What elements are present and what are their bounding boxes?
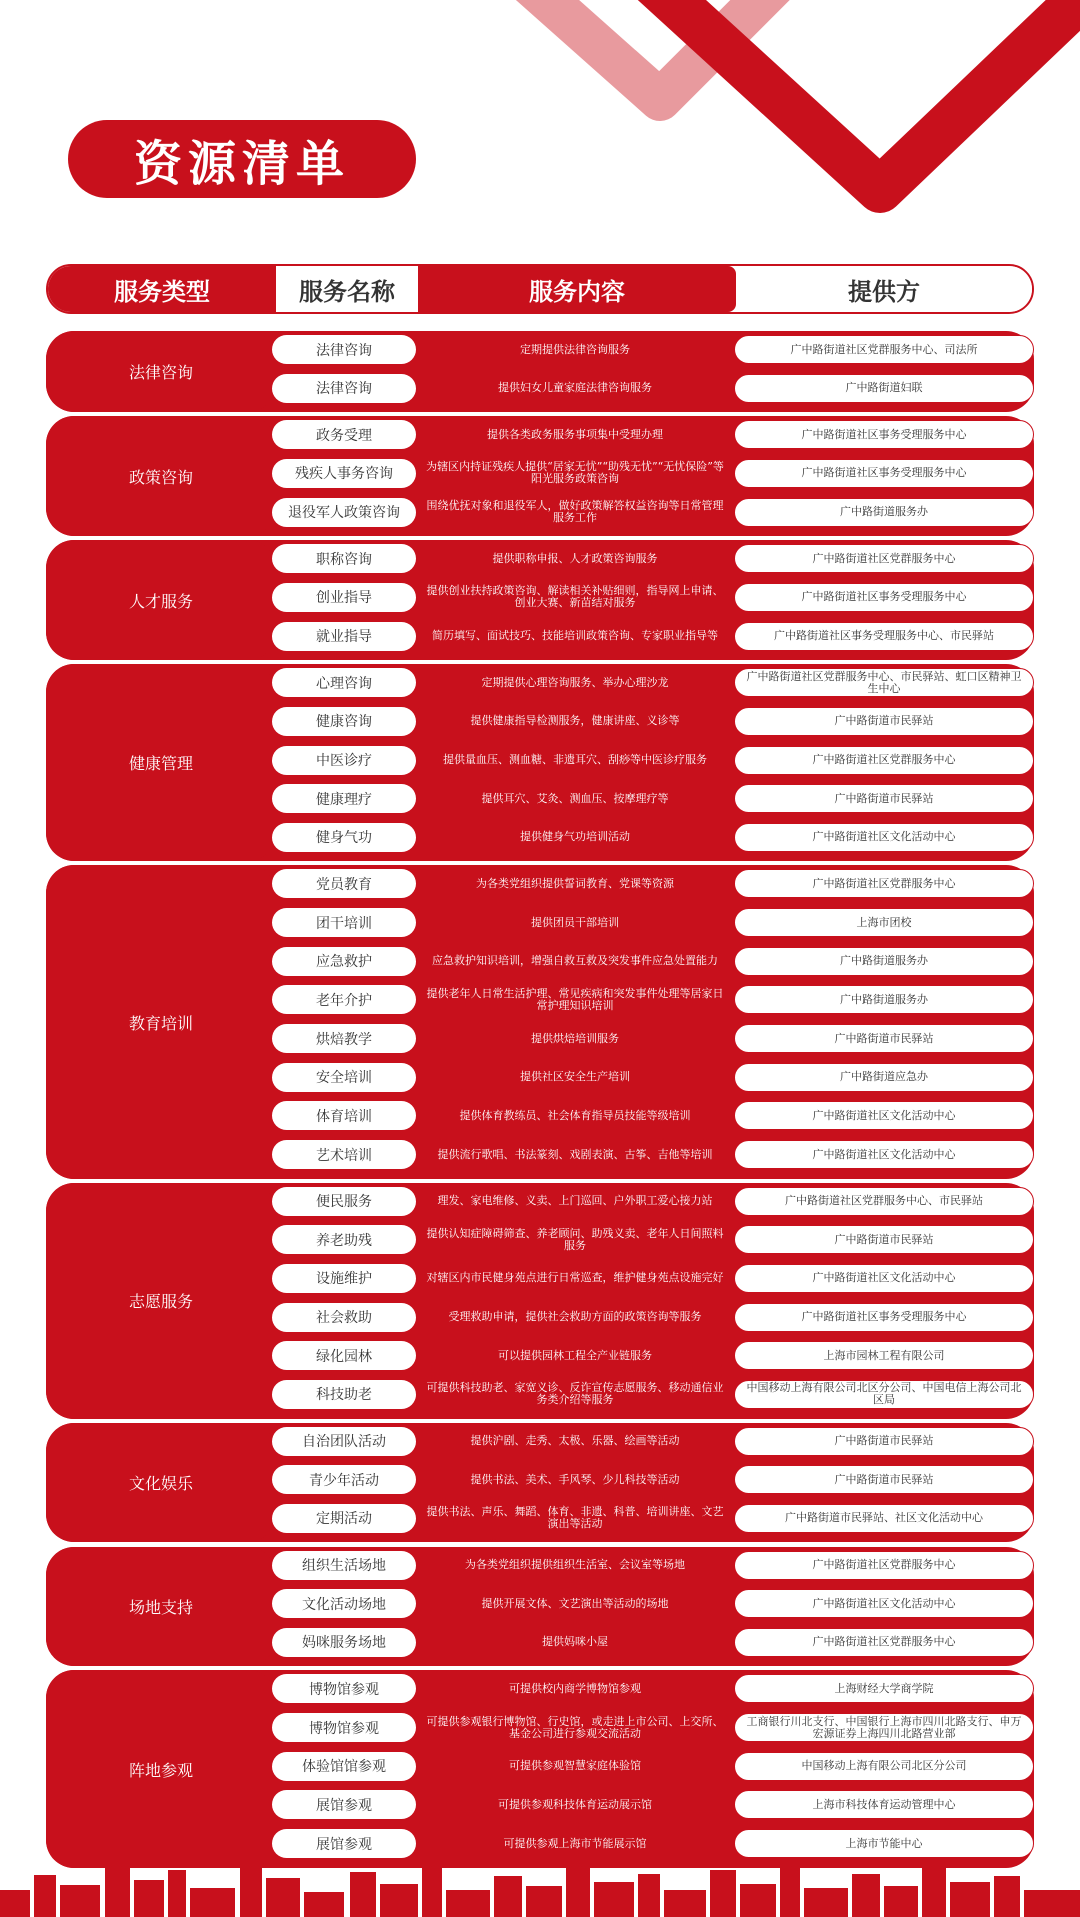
- service-content: 提供老年人日常生活护理、常见疾病和突发事件处理等居家日常护理知识培训: [416, 985, 734, 1014]
- service-provider: 广中路街道市民驿站: [734, 1024, 1034, 1053]
- service-name: 烘焙教学: [272, 1024, 416, 1053]
- service-provider: 广中路街道市民驿站、社区文化活动中心: [734, 1504, 1034, 1533]
- service-name: 就业指导: [272, 622, 416, 651]
- service-content: 提供体育教练员、社会体育指导员技能等级培训: [416, 1101, 734, 1130]
- service-provider: 广中路街道社区党群服务中心: [734, 544, 1034, 573]
- group-label: 阵地参观: [46, 1670, 276, 1867]
- service-name: 青少年活动: [272, 1465, 416, 1494]
- service-content: 可提供校内商学博物馆参观: [416, 1674, 734, 1703]
- service-name: 心理咨询: [272, 668, 416, 697]
- group-label: 政策咨询: [46, 416, 276, 536]
- service-provider: 广中路街道社区党群服务中心、司法所: [734, 335, 1034, 364]
- service-provider: 广中路街道市民驿站: [734, 784, 1034, 813]
- service-content: 围绕优抚对象和退役军人，做好政策解答权益咨询等日常管理服务工作: [416, 498, 734, 527]
- service-content: 可提供参观科技体育运动展示馆: [416, 1790, 734, 1819]
- service-provider: 上海市科技体育运动管理中心: [734, 1790, 1034, 1819]
- service-content: 应急救护知识培训，增强自救互救及突发事件应急处置能力: [416, 947, 734, 976]
- service-content: 为辖区内持证残疾人提供“居家无忧”“助残无忧”“无忧保险”等阳光服务政策咨询: [416, 459, 734, 488]
- header-name: 服务名称: [276, 266, 418, 312]
- service-provider: 广中路街道社区文化活动中心: [734, 1264, 1034, 1293]
- service-content: 受理救助申请，提供社会救助方面的政策咨询等服务: [416, 1303, 734, 1332]
- service-name: 便民服务: [272, 1187, 416, 1216]
- service-name: 科技助老: [272, 1380, 416, 1409]
- service-name: 展馆参观: [272, 1829, 416, 1858]
- service-provider: 广中路街道社区党群服务中心: [734, 1628, 1034, 1657]
- service-provider: 上海财经大学商学院: [734, 1674, 1034, 1703]
- service-content: 提供流行歌唱、书法篆刻、戏剧表演、古筝、吉他等培训: [416, 1140, 734, 1169]
- page-title: 资源清单: [68, 120, 416, 198]
- service-name: 法律咨询: [272, 335, 416, 364]
- service-provider: 广中路街道社区事务受理服务中心: [734, 459, 1034, 488]
- service-content: 为各类党组织提供誓词教育、党课等资源: [416, 869, 734, 898]
- service-provider: 广中路街道市民驿站: [734, 1465, 1034, 1494]
- service-name: 职称咨询: [272, 544, 416, 573]
- service-provider: 广中路街道社区文化活动中心: [734, 1140, 1034, 1169]
- service-provider: 广中路街道社区党群服务中心、市民驿站: [734, 1187, 1034, 1216]
- service-content: 提供职称申报、人才政策咨询服务: [416, 544, 734, 573]
- service-name: 文化活动场地: [272, 1589, 416, 1618]
- service-provider: 广中路街道社区事务受理服务中心: [734, 1303, 1034, 1332]
- service-name: 应急救护: [272, 947, 416, 976]
- service-name: 组织生活场地: [272, 1551, 416, 1580]
- service-name: 绿化园林: [272, 1341, 416, 1370]
- service-name: 自治团队活动: [272, 1427, 416, 1456]
- service-content: 提供开展文体、文艺演出等活动的场地: [416, 1589, 734, 1618]
- group-label: 教育培训: [46, 865, 276, 1178]
- service-content: 提供各类政务服务事项集中受理办理: [416, 420, 734, 449]
- service-content: 定期提供法律咨询服务: [416, 335, 734, 364]
- service-content: 提供量血压、测血糖、非遗耳穴、刮痧等中医诊疗服务: [416, 746, 734, 775]
- skyline-decoration: [0, 1850, 1080, 1917]
- service-provider: 中国移动上海有限公司北区分公司: [734, 1752, 1034, 1781]
- service-content: 提供妇女儿童家庭法律咨询服务: [416, 374, 734, 403]
- service-name: 妈咪服务场地: [272, 1628, 416, 1657]
- service-name: 健康理疗: [272, 784, 416, 813]
- service-content: 提供认知症障碍筛查、养老顾问、助残义卖、老年人日间照料服务: [416, 1225, 734, 1254]
- service-provider: 广中路街道社区事务受理服务中心: [734, 583, 1034, 612]
- service-provider: 广中路街道妇联: [734, 374, 1034, 403]
- service-provider: 广中路街道服务办: [734, 498, 1034, 527]
- service-name: 博物馆参观: [272, 1674, 416, 1703]
- service-content: 可提供参观智慧家庭体验馆: [416, 1752, 734, 1781]
- service-name: 团干培训: [272, 908, 416, 937]
- service-content: 对辖区内市民健身苑点进行日常巡查，维护健身苑点设施完好: [416, 1264, 734, 1293]
- service-provider: 广中路街道社区文化活动中心: [734, 1589, 1034, 1618]
- service-content: 简历填写、面试技巧、技能培训政策咨询、专家职业指导等: [416, 622, 734, 651]
- service-content: 定期提供心理咨询服务、举办心理沙龙: [416, 668, 734, 697]
- service-provider: 广中路街道社区党群服务中心: [734, 1551, 1034, 1580]
- service-content: 提供沪剧、走秀、太极、乐器、绘画等活动: [416, 1427, 734, 1456]
- service-name: 残疾人事务咨询: [272, 459, 416, 488]
- service-name: 健康咨询: [272, 707, 416, 736]
- service-content: 可提供参观银行博物馆、行史馆，或走进上市公司、上交所、基金公司进行参观交流活动: [416, 1713, 734, 1742]
- service-name: 社会救助: [272, 1303, 416, 1332]
- table-header: [46, 264, 1034, 314]
- service-name: 体育培训: [272, 1101, 416, 1130]
- service-content: 提供团员干部培训: [416, 908, 734, 937]
- service-name: 老年介护: [272, 985, 416, 1014]
- group-label: 人才服务: [46, 540, 276, 660]
- service-provider: 广中路街道社区文化活动中心: [734, 1101, 1034, 1130]
- service-provider: 广中路街道服务办: [734, 985, 1034, 1014]
- service-name: 创业指导: [272, 583, 416, 612]
- service-content: 提供健身气功培训活动: [416, 823, 734, 852]
- service-content: 提供创业扶持政策咨询、解读相关补贴细则，指导网上申请、创业大赛、新苗结对服务: [416, 583, 734, 612]
- header-type: 服务类型: [48, 266, 276, 312]
- service-name: 博物馆参观: [272, 1713, 416, 1742]
- group-label: 法律咨询: [46, 331, 276, 412]
- service-provider: 上海市团校: [734, 908, 1034, 937]
- service-provider: 广中路街道社区党群服务中心、市民驿站、虹口区精神卫生中心: [734, 668, 1034, 697]
- service-provider: 广中路街道市民驿站: [734, 707, 1034, 736]
- service-provider: 上海市节能中心: [734, 1829, 1034, 1858]
- service-name: 艺术培训: [272, 1140, 416, 1169]
- service-name: 设施维护: [272, 1264, 416, 1293]
- service-content: 可提供参观上海市节能展示馆: [416, 1829, 734, 1858]
- header-provider: 提供方: [736, 266, 1032, 312]
- service-content: 提供耳穴、艾灸、测血压、按摩理疗等: [416, 784, 734, 813]
- group-label: 志愿服务: [46, 1183, 276, 1419]
- header-content: 服务内容: [418, 266, 736, 312]
- service-provider: 广中路街道服务办: [734, 947, 1034, 976]
- service-name: 中医诊疗: [272, 746, 416, 775]
- service-provider: 工商银行川北支行、中国银行上海市四川北路支行、申万宏源证券上海四川北路营业部: [734, 1713, 1034, 1742]
- service-provider: 广中路街道社区事务受理服务中心: [734, 420, 1034, 449]
- service-name: 法律咨询: [272, 374, 416, 403]
- service-name: 养老助残: [272, 1225, 416, 1254]
- service-provider: 广中路街道社区党群服务中心: [734, 869, 1034, 898]
- group-label: 健康管理: [46, 664, 276, 861]
- service-content: 提供书法、美术、手风琴、少儿科技等活动: [416, 1465, 734, 1494]
- group-label: 场地支持: [46, 1547, 276, 1667]
- service-provider: 广中路街道市民驿站: [734, 1225, 1034, 1254]
- service-content: 理发、家电维修、义卖、上门巡回、户外职工爱心接力站: [416, 1187, 734, 1216]
- service-content: 提供书法、声乐、舞蹈、体育、非遗、科普、培训讲座、文艺演出等活动: [416, 1504, 734, 1533]
- service-provider: 广中路街道市民驿站: [734, 1427, 1034, 1456]
- service-name: 安全培训: [272, 1063, 416, 1092]
- service-provider: 广中路街道社区文化活动中心: [734, 823, 1034, 852]
- service-content: 为各类党组织提供组织生活室、会议室等场地: [416, 1551, 734, 1580]
- service-provider: 上海市园林工程有限公司: [734, 1341, 1034, 1370]
- service-content: 提供健康指导检测服务，健康讲座、义诊等: [416, 707, 734, 736]
- service-content: 提供妈咪小屋: [416, 1628, 734, 1657]
- service-name: 定期活动: [272, 1504, 416, 1533]
- service-name: 体验馆馆参观: [272, 1752, 416, 1781]
- service-name: 政务受理: [272, 420, 416, 449]
- group-label: 文化娱乐: [46, 1423, 276, 1543]
- service-provider: 广中路街道应急办: [734, 1063, 1034, 1092]
- service-provider: 中国移动上海有限公司北区分公司、中国电信上海公司北区局: [734, 1380, 1034, 1409]
- service-content: 可提供科技助老、家宽义诊、反诈宣传志愿服务、移动通信业务类介绍等服务: [416, 1380, 734, 1409]
- service-content: 可以提供园林工程全产业链服务: [416, 1341, 734, 1370]
- service-provider: 广中路街道社区党群服务中心: [734, 746, 1034, 775]
- service-name: 展馆参观: [272, 1790, 416, 1819]
- service-content: 提供烘焙培训服务: [416, 1024, 734, 1053]
- service-provider: 广中路街道社区事务受理服务中心、市民驿站: [734, 622, 1034, 651]
- service-name: 党员教育: [272, 869, 416, 898]
- service-name: 退役军人政策咨询: [272, 498, 416, 527]
- service-name: 健身气功: [272, 823, 416, 852]
- service-content: 提供社区安全生产培训: [416, 1063, 734, 1092]
